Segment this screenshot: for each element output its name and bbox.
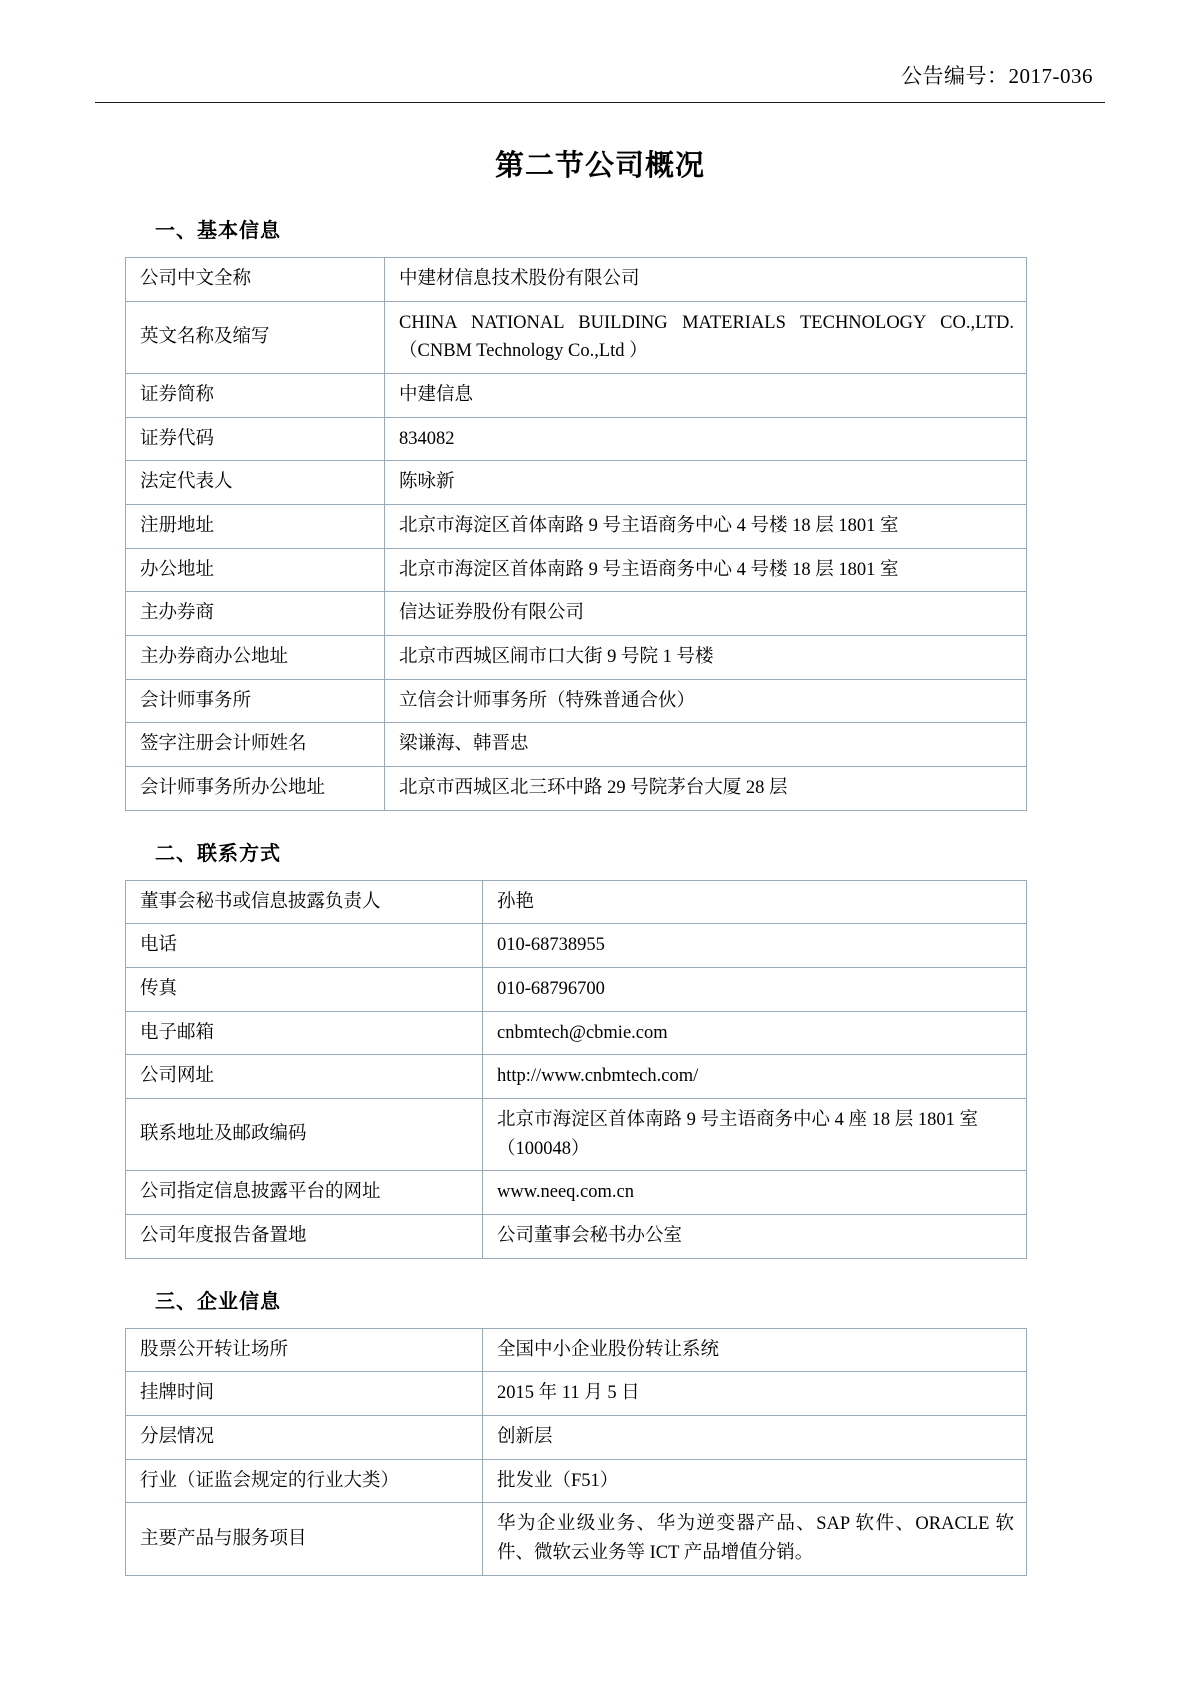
page-title: 第二节公司概况: [494, 150, 705, 182]
row-value-website: http://www.cnbmtech.com/: [483, 1055, 1027, 1099]
table-row: [126, 924, 1027, 968]
table-row: [126, 968, 1027, 1012]
table-row: [126, 258, 1027, 302]
row-value: 中建信息: [385, 374, 1027, 418]
row-value: 2015 年 11 月 5 日: [483, 1372, 1027, 1416]
row-value-line-1: CHINA NATIONAL BUILDING MATERIALS TECHNOLOGY CO.,LTD.: [399, 312, 1014, 333]
row-value: 010-68738955: [483, 924, 1027, 968]
row-label: 董事会秘书或信息披露负责人: [126, 880, 483, 924]
row-label: 公司中文全称: [126, 258, 385, 302]
table-row: [126, 1328, 1027, 1372]
row-value-line-2: （CNBM Technology Co.,Ltd ）: [399, 341, 648, 362]
row-value: 北京市西城区北三环中路 29 号院茅台大厦 28 层: [385, 767, 1027, 811]
row-label: 办公地址: [126, 548, 385, 592]
table-row: [126, 417, 1027, 461]
row-label: 签字注册会计师姓名: [126, 723, 385, 767]
row-value: 公司董事会秘书办公室: [483, 1215, 1027, 1259]
section-heading-enterprise: 三、企业信息: [155, 1288, 281, 1313]
row-label: 主要产品与服务项目: [126, 1503, 483, 1575]
row-value: 陈咏新: [385, 461, 1027, 505]
row-value: 孙艳: [483, 880, 1027, 924]
row-label: 传真: [126, 968, 483, 1012]
row-label: 法定代表人: [126, 461, 385, 505]
header-divider: [95, 102, 1105, 103]
row-label: 挂牌时间: [126, 1372, 483, 1416]
table-row: [126, 1011, 1027, 1055]
row-label: 公司年度报告备置地: [126, 1215, 483, 1259]
table-row: [126, 880, 1027, 924]
enterprise-info-table: [125, 1328, 1027, 1576]
row-label: 联系地址及邮政编码: [126, 1099, 483, 1171]
row-value: 立信会计师事务所（特殊普通合伙）: [385, 679, 1027, 723]
table-row: [126, 301, 1027, 373]
table-row: [126, 679, 1027, 723]
row-label: 电子邮箱: [126, 1011, 483, 1055]
row-value-line-1: 北京市海淀区首体南路 9 号主语商务中心 4 座 18 层 1801 室: [497, 1110, 979, 1131]
row-label: 会计师事务所办公地址: [126, 767, 385, 811]
table-row: [126, 1099, 1027, 1171]
row-label: 电话: [126, 924, 483, 968]
row-value: [483, 1099, 1027, 1171]
row-value: cnbmtech@cbmie.com: [483, 1011, 1027, 1055]
row-label: 会计师事务所: [126, 679, 385, 723]
table-row: [126, 1459, 1027, 1503]
row-value-line-2: （100048）: [497, 1138, 590, 1159]
table-row: [126, 374, 1027, 418]
row-label: 证券简称: [126, 374, 385, 418]
table-row: [126, 1055, 1027, 1099]
row-label: 注册地址: [126, 505, 385, 549]
contact-info-table: [125, 880, 1027, 1259]
section-heading-basic-info: 一、基本信息: [155, 218, 281, 242]
row-value: 北京市海淀区首体南路 9 号主语商务中心 4 号楼 18 层 1801 室: [385, 548, 1027, 592]
table-row: [126, 1372, 1027, 1416]
row-value: 010-68796700: [483, 968, 1027, 1012]
row-value-line-1: 华为企业级业务、华为逆变器产品、SAP 软件、ORACLE 软: [497, 1514, 1014, 1535]
table-row: [126, 1416, 1027, 1460]
row-label: 股票公开转让场所: [126, 1328, 483, 1372]
row-value: 创新层: [483, 1416, 1027, 1460]
row-value: 全国中小企业股份转让系统: [483, 1328, 1027, 1372]
table-row: [126, 636, 1027, 680]
table-row: [126, 1215, 1027, 1259]
row-value: 北京市西城区闹市口大街 9 号院 1 号楼: [385, 636, 1027, 680]
row-label: 英文名称及缩写: [126, 301, 385, 373]
table-row: [126, 592, 1027, 636]
row-value: 批发业（F51）: [483, 1459, 1027, 1503]
row-label: 主办券商: [126, 592, 385, 636]
row-value-line-2: 件、微软云业务等 ICT 产品增值分销。: [497, 1543, 814, 1564]
table-row: [126, 1171, 1027, 1215]
table-row: [126, 505, 1027, 549]
table-row: [126, 767, 1027, 811]
row-value: 梁谦海、韩晋忠: [385, 723, 1027, 767]
row-value: [483, 1503, 1027, 1575]
row-label: 分层情况: [126, 1416, 483, 1460]
table-row: [126, 723, 1027, 767]
section-heading-contact: 二、联系方式: [155, 840, 281, 865]
row-value: 中建材信息技术股份有限公司: [385, 258, 1027, 302]
row-value: [385, 301, 1027, 373]
table-row: [126, 548, 1027, 592]
row-value: 834082: [385, 417, 1027, 461]
announcement-number: 公告编号：2017-036: [901, 64, 1093, 88]
row-label: 主办券商办公地址: [126, 636, 385, 680]
row-label: 证券代码: [126, 417, 385, 461]
row-label: 公司指定信息披露平台的网址: [126, 1171, 483, 1215]
table-row: [126, 461, 1027, 505]
table-row: [126, 1503, 1027, 1575]
row-value: 北京市海淀区首体南路 9 号主语商务中心 4 号楼 18 层 1801 室: [385, 505, 1027, 549]
row-label: 公司网址: [126, 1055, 483, 1099]
basic-info-table: [125, 257, 1027, 811]
row-label: 行业（证监会规定的行业大类）: [126, 1459, 483, 1503]
row-value-disclosure-url: www.neeq.com.cn: [483, 1171, 1027, 1215]
row-value: 信达证券股份有限公司: [385, 592, 1027, 636]
